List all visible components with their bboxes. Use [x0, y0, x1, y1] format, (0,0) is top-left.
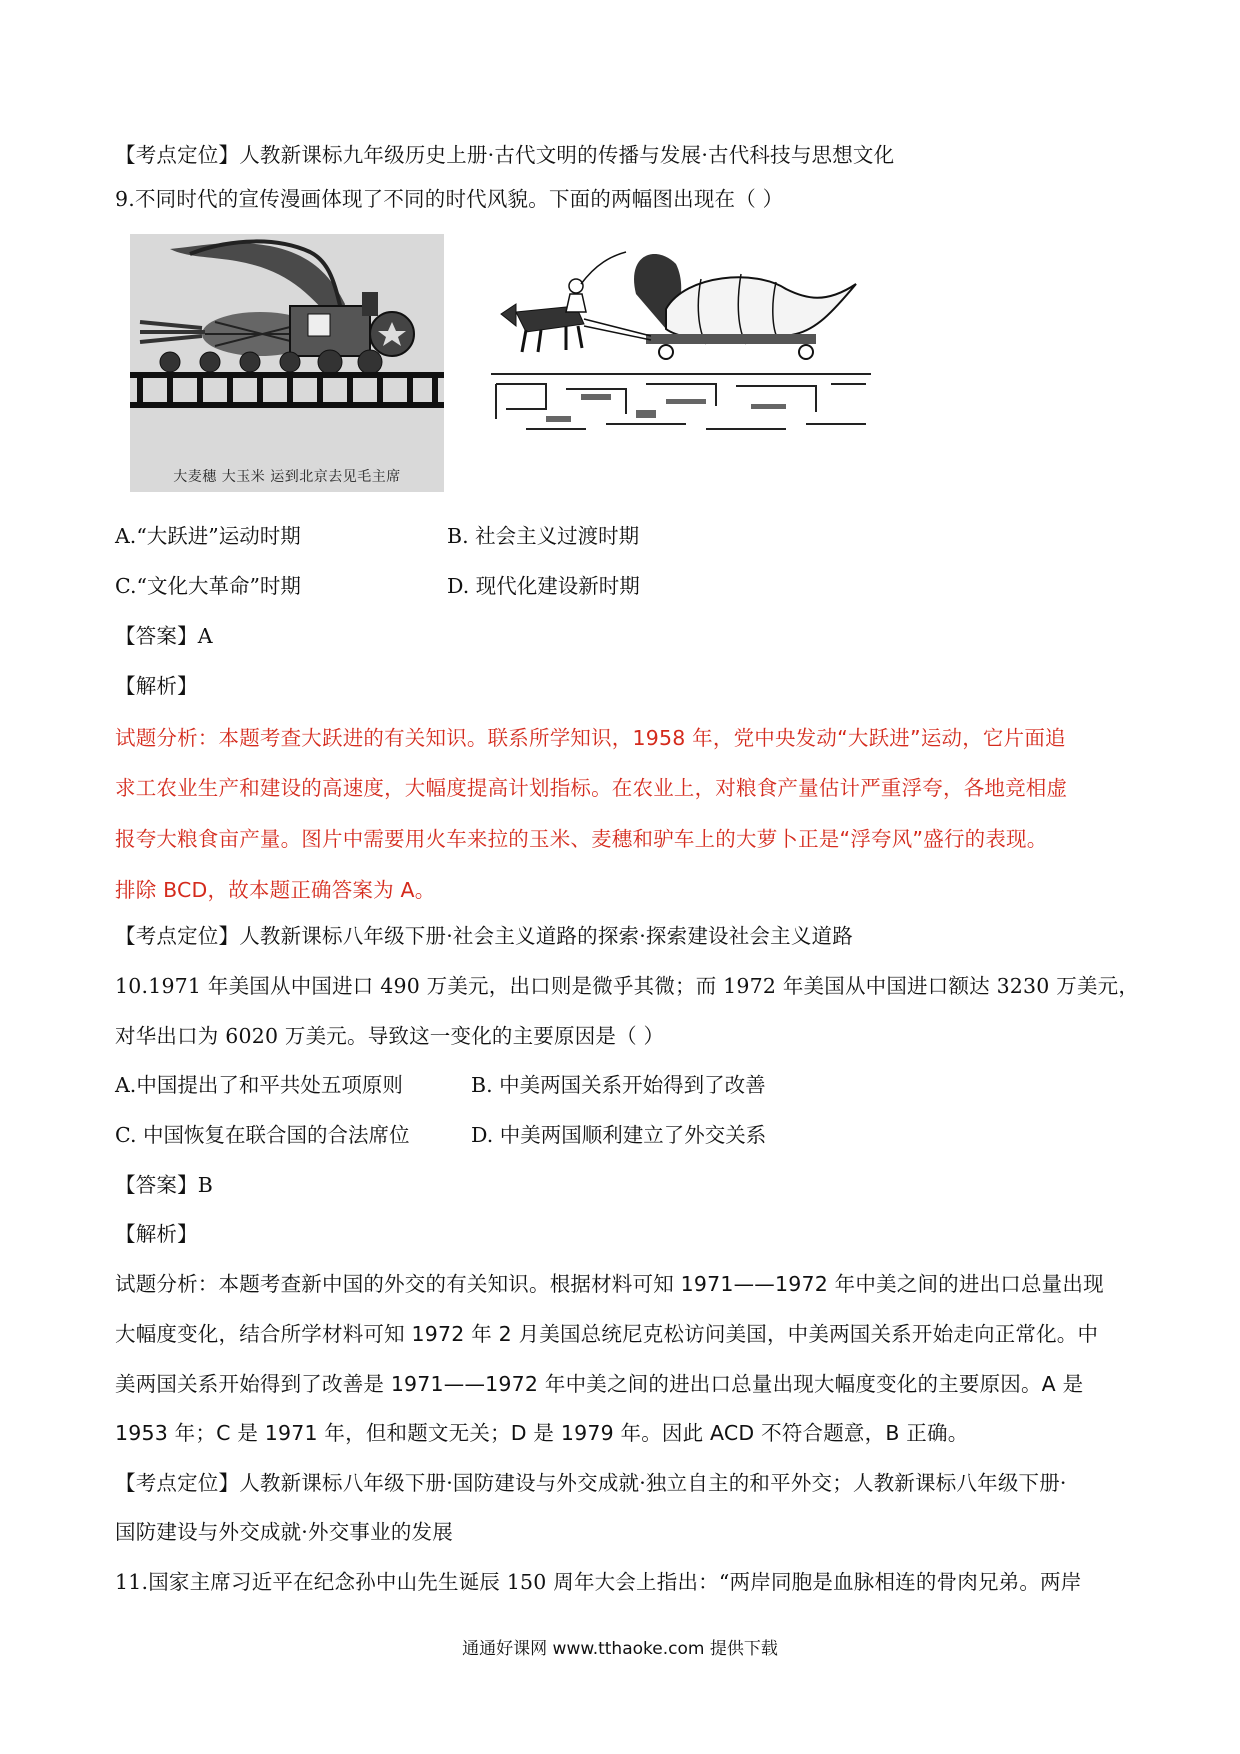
question-9-options-row-1	[115, 522, 639, 550]
q10-analysis-line-3: 美两国关系开始得到了改善是 1971——1972 年中美之间的进出口总量出现大幅度变化的主要原因。A 是	[115, 1372, 1084, 1396]
question-10-options-row-1	[115, 1071, 766, 1099]
q10-kaodian-line-2: 国防建设与外交成就·外交事业的发展	[115, 1520, 453, 1544]
train-cartoon-illustration	[130, 234, 444, 492]
q9-answer: 【答案】A	[115, 624, 213, 648]
q9-option-a[interactable]: A.“大跃进”运动时期	[115, 524, 301, 548]
q10-option-a[interactable]: A.中国提出了和平共处五项原则	[115, 1073, 403, 1097]
question-9-options-row-2	[115, 572, 640, 600]
q10-analysis-line-1: 试题分析：本题考查新中国的外交的有关知识。根据材料可知 1971——1972 年中美之间的进出口总量出现	[115, 1272, 1104, 1296]
q10-answer: 【答案】B	[115, 1173, 214, 1197]
q9-option-c[interactable]: C.“文化大革命”时期	[115, 574, 301, 598]
figure-radish-cart-cartoon	[486, 234, 876, 480]
q10-analysis-line-4: 1953 年；C 是 1971 年，但和题文无关；D 是 1979 年。因此 ACD 不符合题意，B 正确。	[115, 1421, 969, 1445]
figure-left-caption: 大麦穗 大玉米 运到北京去见毛主席	[173, 469, 401, 485]
q9-analysis-heading: 【解析】	[115, 674, 198, 698]
q10-analysis-heading: 【解析】	[115, 1222, 198, 1246]
q10-option-b[interactable]: B. 中美两国关系开始得到了改善	[471, 1073, 766, 1097]
q9-analysis-line-1: 试题分析：本题考查大跃进的有关知识。联系所学知识，1958 年，党中央发动“大跃进”运动，它片面追	[115, 726, 1066, 750]
q9-kaodian: 【考点定位】人教新课标八年级下册·社会主义道路的探索·探索建设社会主义道路	[115, 924, 853, 948]
q9-analysis-line-4: 排除 BCD，故本题正确答案为 A。	[115, 878, 436, 902]
question-10-stem-line-1: 10.1971 年美国从中国进口 490 万美元，出口则是微乎其微；而 1972 年美国从中国进口额达 3230 万美元，	[115, 974, 1140, 998]
q9-option-b[interactable]: B. 社会主义过渡时期	[447, 524, 640, 548]
page-footer: 通通好课网 www.tthaoke.com 提供下载	[462, 1639, 778, 1659]
q10-analysis-line-2: 大幅度变化，结合所学材料可知 1972 年 2 月美国总统尼克松访问美国，中美两国关系开始走向正常化。中	[115, 1322, 1099, 1346]
q9-option-d[interactable]: D. 现代化建设新时期	[447, 574, 640, 598]
radish-cart-illustration	[486, 234, 876, 480]
q10-kaodian-line-1: 【考点定位】人教新课标八年级下册·国防建设与外交成就·独立自主的和平外交；人教新课标八年级下册·	[115, 1471, 1067, 1495]
question-10-stem-line-2: 对华出口为 6020 万美元。导致这一变化的主要原因是（ ）	[115, 1024, 665, 1048]
figure-train-cartoon	[130, 234, 444, 492]
q10-option-d[interactable]: D. 中美两国顺利建立了外交关系	[471, 1123, 767, 1147]
question-9-stem: 9.不同时代的宣传漫画体现了不同的时代风貌。下面的两幅图出现在（ ）	[115, 187, 784, 211]
q10-option-c[interactable]: C. 中国恢复在联合国的合法席位	[115, 1123, 410, 1147]
question-10-options-row-2	[115, 1121, 766, 1149]
question-11-stem-line-1: 11.国家主席习近平在纪念孙中山先生诞辰 150 周年大会上指出：“两岸同胞是血脉相连的骨肉兄弟。两岸	[115, 1570, 1082, 1594]
kaodian-line-prev: 【考点定位】人教新课标九年级历史上册·古代文明的传播与发展·古代科技与思想文化	[115, 143, 895, 167]
q9-analysis-line-3: 报夸大粮食亩产量。图片中需要用火车来拉的玉米、麦穗和驴车上的大萝卜正是“浮夸风”盛行的表现。	[115, 827, 1048, 851]
q9-analysis-line-2: 求工农业生产和建设的高速度，大幅度提高计划指标。在农业上，对粮食产量估计严重浮夸，各地竞相虚	[115, 776, 1068, 800]
